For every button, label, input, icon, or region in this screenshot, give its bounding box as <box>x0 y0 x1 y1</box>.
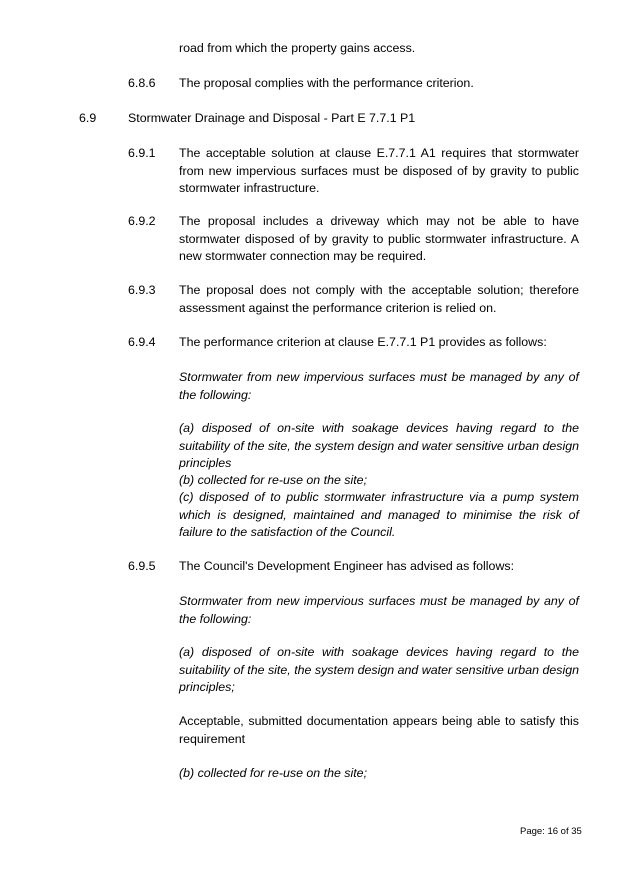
intro-continuation: road from which the property gains access. <box>179 41 416 55</box>
section-number-6-8-6: 6.8.6 <box>128 76 156 90</box>
section-text-6-9-5: The Council's Development Engineer has advised as follows: <box>179 559 515 573</box>
section-number-6-9-3: 6.9.3 <box>128 283 156 297</box>
quote-item-a-6-9-5: (a) disposed of on-site with soakage devices having regard to the suitability of the site, the system design and water sensitive urban design principles; <box>179 645 579 694</box>
section-number-6-9-1: 6.9.1 <box>128 146 156 160</box>
section-number-6-9-2: 6.9.2 <box>128 214 156 228</box>
heading-title-6-9: Stormwater Drainage and Disposal - Part E 7.7.1 P1 <box>128 111 416 125</box>
quote-item-b-6-9-5: (b) collected for re-use on the site; <box>179 766 368 780</box>
section-number-6-9-5: 6.9.5 <box>128 559 156 573</box>
section-text-6-9-2: The proposal includes a driveway which may not be able to have stormwater disposed of by gravity to public stormwater infrastructure. A new stormwater connection may be required. <box>179 214 579 263</box>
quote-item-c-6-9-4: (c) disposed of to public stormwater infrastructure via a pump system which is designed, maintained and managed to minimise the risk of failure to the satisfaction of the Council. <box>179 490 579 539</box>
section-number-6-9-4: 6.9.4 <box>128 335 156 349</box>
section-text-6-9-4: The performance criterion at clause E.7.7.1 P1 provides as follows: <box>179 335 547 349</box>
engineer-comment-a: Acceptable, submitted documentation appears being able to satisfy this requirement <box>179 714 579 746</box>
quote-item-a-6-9-4: (a) disposed of on-site with soakage devices having regard to the suitability of the site, the system design and water sensitive urban design principles <box>179 421 579 470</box>
section-text-6-9-3: The proposal does not comply with the acceptable solution; therefore assessment against the performance criterion is relied on. <box>179 283 579 315</box>
quote-intro-6-9-5: Stormwater from new impervious surfaces must be managed by any of the following: <box>179 594 579 626</box>
quote-intro-6-9-4: Stormwater from new impervious surfaces must be managed by any of the following: <box>179 370 579 402</box>
page-number: Page: 16 of 35 <box>520 825 582 837</box>
section-text-6-8-6: The proposal complies with the performance criterion. <box>179 76 474 90</box>
section-text-6-9-1: The acceptable solution at clause E.7.7.1 A1 requires that stormwater from new impervious surfaces must be disposed of by gravity to public stormwater infrastructure. <box>179 146 579 195</box>
heading-number-6-9: 6.9 <box>79 111 97 125</box>
quote-item-b-6-9-4: (b) collected for re-use on the site; <box>179 473 368 487</box>
